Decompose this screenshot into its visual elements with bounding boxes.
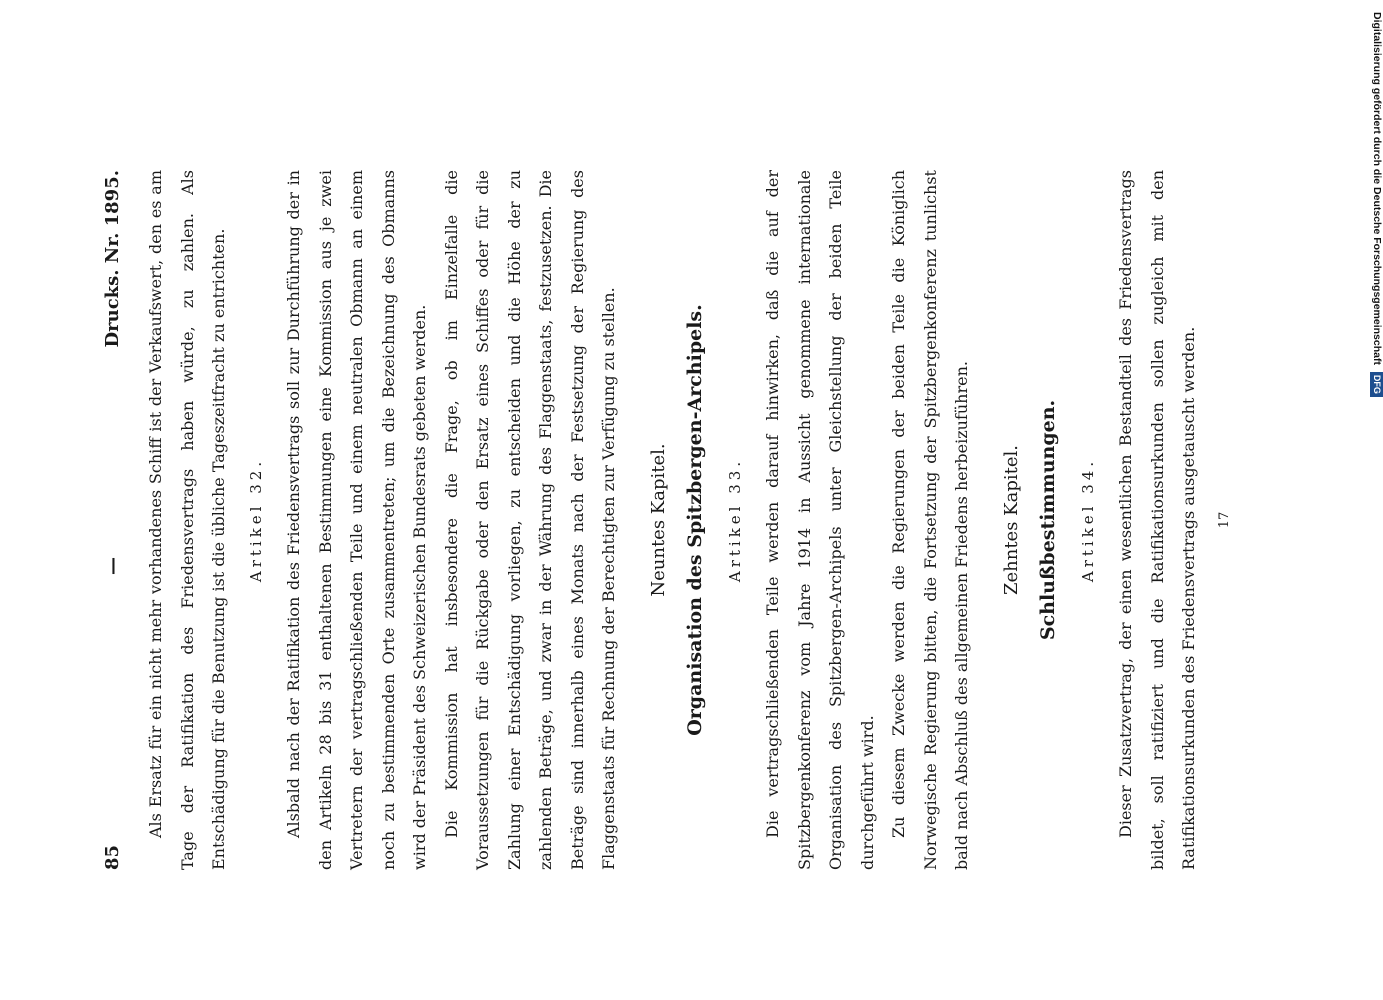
chapter-9-title: Organisation des Spitzbergen-Archipels.: [684, 304, 706, 736]
page-header: [100, 170, 128, 870]
drucksache-number: Drucks. Nr. 1895.: [102, 170, 123, 348]
paragraph-ersatz: Als Ersatz für ein nicht mehr vorhandenes Schiff ist der Verkaufswert, den es am Tage der Ratifikation des Friedensvertrags haben würde, zu zahlen. Als Entschädigung für die Benutzung ist die übliche Tageszeitfracht zu entrichten.: [146, 170, 228, 870]
dfg-logo: DFG: [1370, 372, 1383, 397]
page-number: 85: [102, 844, 123, 870]
header-dash: —: [102, 557, 123, 575]
article-33-paragraph-1: Die vertragschließenden Teile werden darauf hinwirken, daß die auf der Spitzbergenkonferenz vom Jahre 1914 in Aussicht genommene internationale Organisation des Spitzbergen-Archipels unter Gleichstellung der beiden Teile durchgeführt wird.: [763, 170, 877, 870]
digitization-credit: [1369, 12, 1383, 392]
chapter-9-label: Neuntes Kapitel.: [647, 443, 669, 597]
chapter-10-title: Schlußbestimmungen.: [1037, 399, 1059, 641]
rotated-page-content: [100, 170, 1260, 870]
sheet-number: 17: [1216, 511, 1232, 529]
page-body: [140, 170, 1240, 870]
article-32-paragraph-2: Die Kommission hat insbesondere die Frage, ob im Einzelfalle die Voraussetzungen für die Rückgabe oder den Ersatz eines Schiffes oder für die Zahlung einer Entschädigung vorliegen, zu entscheiden und die Höhe der zu zahlenden Beträge, und zwar in der Währung des Flaggenstaats, festzusetzen. Die Beträge sind innerhalb eines Monats nach der Festsetzung der Regierung des Flaggenstaats für Rechnung der Berechtigten zur Verfügung zu stellen.: [441, 170, 618, 870]
digitization-credit-text: [1369, 12, 1383, 392]
credit-text: Digitalisierung gefördert durch die Deutsche Forschungsgemeinschaft: [1371, 12, 1383, 365]
article-34-paragraph-1: Dieser Zusatzvertrag, der einen wesentlichen Bestandteil des Friedensvertrags bildet, soll ratifiziert und die Ratifikationsurkunden sollen zugleich mit den Ratifikationsurkunden des Friedensvertrags ausgetauscht werden.: [1116, 170, 1198, 870]
article-32-paragraph-1: Alsbald nach der Ratifikation des Friedensvertrags soll zur Durchführung der in den Artikeln 28 bis 31 enthaltenen Bestimmungen eine Kommission aus je zwei Vertretern der vertragschließenden Teile und einem neutralen Obmann an einem noch zu bestimmenden Orte zusammentreten; um die Bezeichnung des Obmanns wird der Präsident des Schweizerischen Bundesrats gebeten werden.: [284, 170, 429, 870]
article-33-heading: Artikel 33.: [725, 457, 744, 583]
article-34-heading: Artikel 34.: [1078, 457, 1097, 583]
chapter-10-label: Zehntes Kapitel.: [1000, 445, 1022, 596]
article-32-heading: Artikel 32.: [246, 457, 265, 583]
article-33-paragraph-2: Zu diesem Zwecke werden die Regierungen der beiden Teile die Königlich Norwegische Regierung bitten, die Fortsetzung der Spitzbergenkonferenz tunlichst bald nach Abschluß des allgemeinen Friedens herbeizuführen.: [889, 170, 971, 870]
